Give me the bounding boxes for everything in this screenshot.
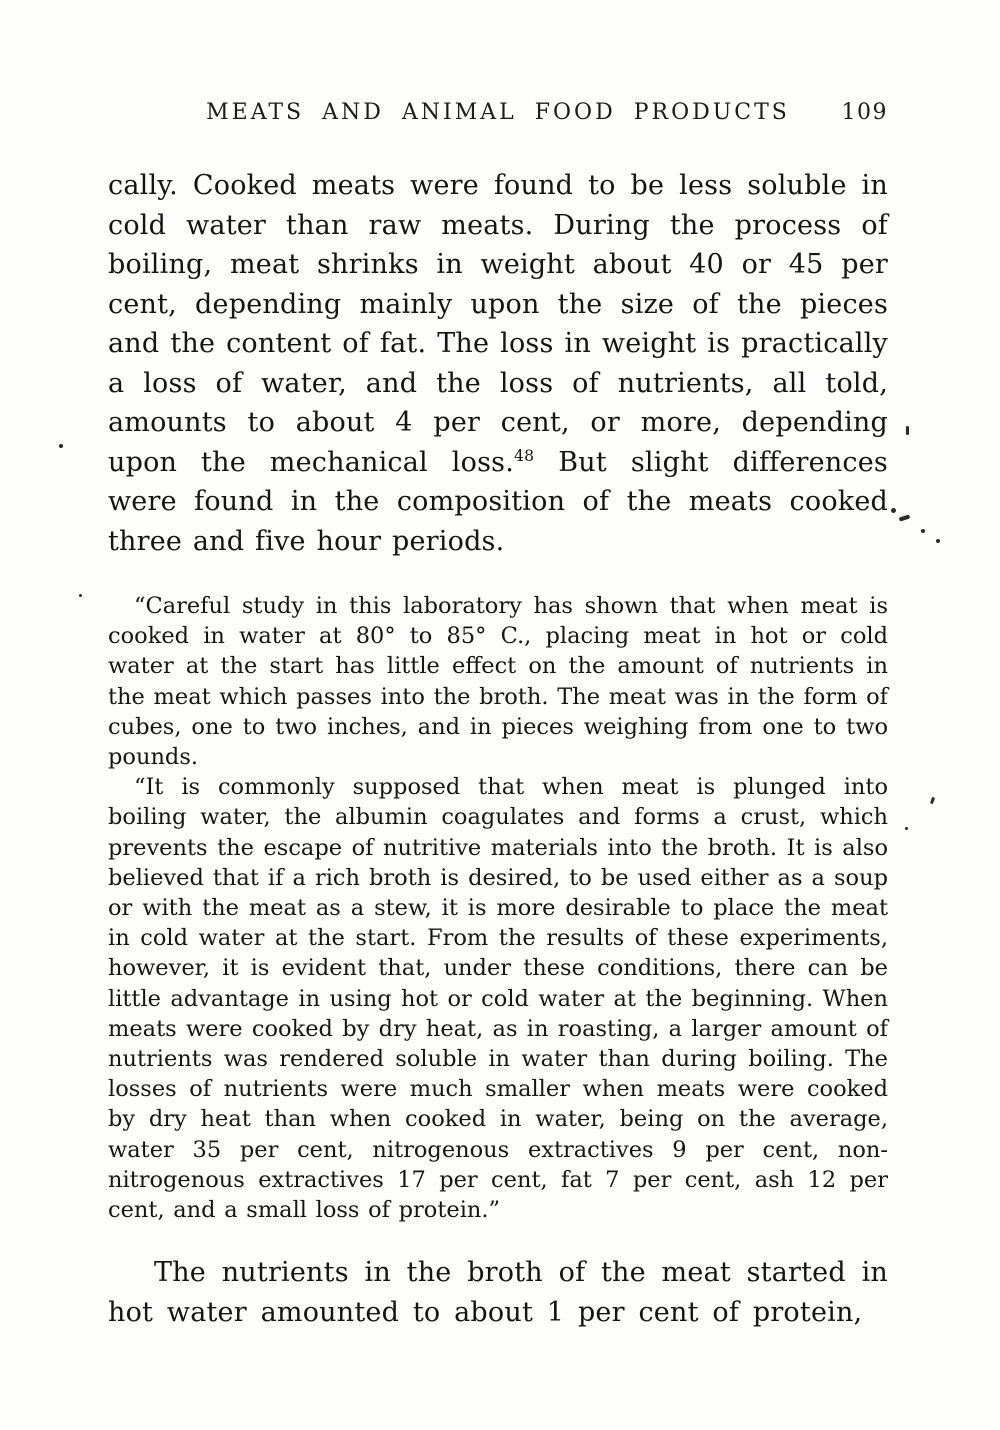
ink-speckle xyxy=(899,514,911,521)
ink-speckle xyxy=(936,539,940,543)
page-number: 109 xyxy=(841,100,888,125)
laboratory-quote-block xyxy=(108,591,888,1225)
ink-speckle xyxy=(906,426,909,435)
ink-speckle xyxy=(79,594,82,597)
ink-speckle xyxy=(905,827,908,830)
paragraph-broth-nutrients: The nutrients in the broth of the meat started in hot water amounted to about 1 per cent of protein, xyxy=(108,1257,888,1328)
paragraph-cooking-losses xyxy=(108,166,888,561)
ink-speckle xyxy=(921,529,925,533)
ink-speckle xyxy=(891,508,896,513)
quote-paragraph-careful-study: “Careful study in this laboratory has shown that when meat is cooked in water at 80° to 85° C., placing meat in hot or cold water at the start has little effect on the amount of nutrients in the meat which passes into the broth. The meat was in the form of cubes, one to two inches, and in pieces weighing from one to two pounds. xyxy=(108,593,888,771)
ink-speckle xyxy=(930,797,935,805)
paragraph-text-after-footnote: But slight differences were found in the composition of the meats cooked three and five hour periods. xyxy=(108,446,888,557)
running-header xyxy=(108,100,888,132)
footnote-marker-48: 48 xyxy=(514,445,535,465)
ink-speckle xyxy=(59,444,63,448)
paragraph-text-before-footnote: cally. Cooked meats were found to be less soluble in cold water than raw meats. During the process of boiling, meat shrinks in weight about 40 or 45 per cent, depending mainly upon the size of the pieces and the content of fat. The loss in weight is practically a loss of water, and the loss of nutrients, all told, amounts to about 4 per cent, or more, depending upon the mechanical loss. xyxy=(108,170,888,478)
quote-paragraph-commonly-supposed: “It is commonly supposed that when meat is plunged into boiling water, the albumin coagulates and forms a crust, which prevents the escape of nutritive materials into the broth. It is also believed that if a rich broth is desired, to be used either as a soup or with the meat as a stew, it is more desirable to place the meat in cold water at the start. From the results of these experiments, however, it is evident that, under these conditions, there can be little advantage in using hot or cold water at the beginning. When meats were cooked by dry heat, as in roasting, a larger amount of nutrients was rendered soluble in water than during boiling. The losses of nutrients were much smaller when meats were cooked by dry heat than when cooked in water, being on the average, water 35 per cent, nitrogenous extractives 9 per cent, non-nitrogenous extractives 17 per cent, fat 7 per cent, ash 12 per cent, and a small loss of protein.” xyxy=(108,774,888,1224)
running-title: MEATS AND ANIMAL FOOD PRODUCTS xyxy=(206,100,790,125)
